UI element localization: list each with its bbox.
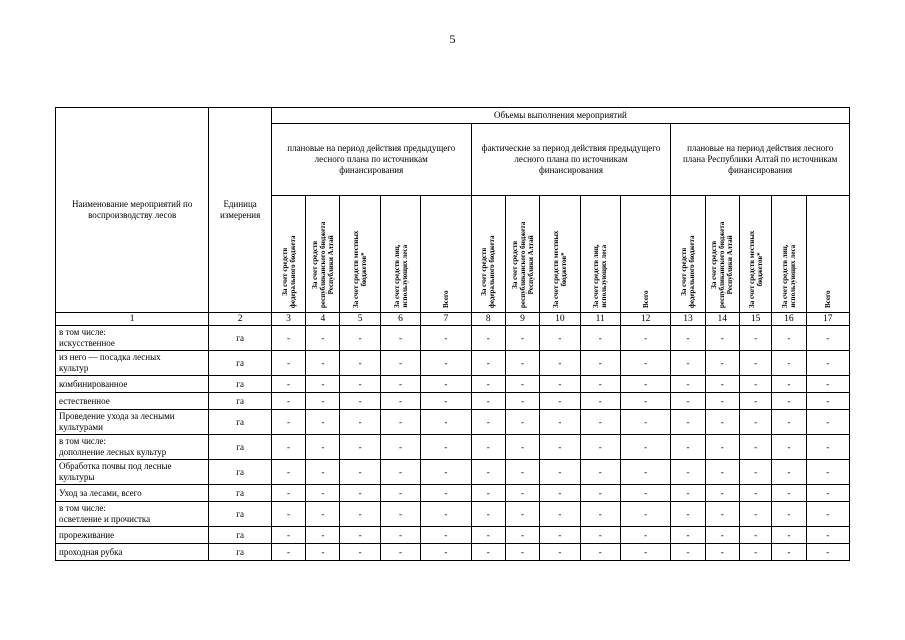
value-cell: - <box>271 544 305 561</box>
subheader-line: За счет средств <box>480 247 489 296</box>
table-row <box>56 435 850 460</box>
value-cell: - <box>580 435 620 460</box>
subheader-federal-g3 <box>671 196 705 313</box>
value-cell: - <box>806 393 850 410</box>
value-cell: - <box>471 376 505 393</box>
subheader-line: Республики Алтай <box>326 235 335 295</box>
value-cell: - <box>772 435 806 460</box>
unit-cell: га <box>209 435 272 460</box>
column-number: 17 <box>806 313 850 326</box>
unit-cell: га <box>209 351 272 376</box>
value-cell: - <box>340 410 380 435</box>
subheader-line: Всего <box>441 290 450 308</box>
unit-cell: га <box>209 460 272 485</box>
value-cell: - <box>306 351 340 376</box>
subheader-total-g1 <box>421 196 471 313</box>
subheader-republic-g3 <box>705 196 739 313</box>
header-group-actual-previous: фактические за период действия предыдущего лесного плана по источникам финансирования <box>471 124 671 196</box>
subheader-users-g3 <box>772 196 806 313</box>
value-cell: - <box>471 326 505 351</box>
page-number: 5 <box>449 32 456 46</box>
value-cell: - <box>620 544 670 561</box>
value-cell: - <box>505 351 539 376</box>
value-cell: - <box>306 502 340 527</box>
value-cell: - <box>671 485 705 502</box>
value-cell: - <box>380 502 420 527</box>
value-cell: - <box>340 460 380 485</box>
value-cell: - <box>671 527 705 544</box>
value-cell: - <box>505 326 539 351</box>
subheader-line: бюджетов* <box>755 252 764 287</box>
header-unit-col: Единица измерения <box>209 108 272 313</box>
value-cell: - <box>580 393 620 410</box>
value-cell: - <box>421 326 471 351</box>
value-cell: - <box>271 393 305 410</box>
value-cell: - <box>306 376 340 393</box>
subheader-line: За счет средств местных <box>352 230 361 308</box>
unit-cell: га <box>209 544 272 561</box>
value-cell: - <box>471 527 505 544</box>
value-cell: - <box>540 435 580 460</box>
value-cell: - <box>471 460 505 485</box>
value-cell: - <box>705 326 739 351</box>
value-cell: - <box>306 410 340 435</box>
subheader-line: республиканского бюджета <box>318 221 327 308</box>
subheader-total-g2 <box>620 196 670 313</box>
value-cell: - <box>505 460 539 485</box>
value-cell: - <box>671 502 705 527</box>
value-cell: - <box>306 485 340 502</box>
value-cell: - <box>540 410 580 435</box>
value-cell: - <box>772 326 806 351</box>
activity-name-line: в том числе: <box>59 436 106 446</box>
subheader-republic-g1 <box>306 196 340 313</box>
subheader-line: Республики Алтай <box>726 235 735 295</box>
subheader-line: За счет средств местных <box>551 230 560 308</box>
value-cell: - <box>806 527 850 544</box>
activity-name-line: дополнение лесных культур <box>59 447 167 457</box>
value-cell: - <box>620 502 670 527</box>
value-cell: - <box>620 393 670 410</box>
activity-name-line: культур <box>59 363 89 373</box>
unit-cell: га <box>209 485 272 502</box>
subheader-line: За счет средств <box>280 247 289 296</box>
header-name-col: Наименование мероприятий по воспроизводству лесов <box>56 108 209 313</box>
value-cell: - <box>340 527 380 544</box>
table-row <box>56 376 850 393</box>
column-number: 13 <box>671 313 705 326</box>
unit-cell: га <box>209 376 272 393</box>
value-cell: - <box>620 410 670 435</box>
activity-name-line: культурами <box>59 422 103 432</box>
value-cell: - <box>540 485 580 502</box>
column-number: 2 <box>209 313 272 326</box>
value-cell: - <box>271 376 305 393</box>
table-row <box>56 326 850 351</box>
subheader-republic-g2 <box>505 196 539 313</box>
column-number: 3 <box>271 313 305 326</box>
value-cell: - <box>271 460 305 485</box>
value-cell: - <box>421 527 471 544</box>
activity-name-line: Уход за лесами, всего <box>59 487 142 498</box>
value-cell: - <box>705 527 739 544</box>
value-cell: - <box>580 485 620 502</box>
subheader-line: За счет средств лиц, <box>592 244 601 308</box>
subheader-line: использующих леса <box>600 244 609 308</box>
value-cell: - <box>540 393 580 410</box>
unit-cell: га <box>209 393 272 410</box>
value-cell: - <box>772 393 806 410</box>
value-cell: - <box>806 376 850 393</box>
value-cell: - <box>421 502 471 527</box>
column-number: 5 <box>340 313 380 326</box>
value-cell: - <box>340 435 380 460</box>
value-cell: - <box>580 544 620 561</box>
subheader-line: бюджетов* <box>559 252 568 287</box>
value-cell: - <box>620 351 670 376</box>
value-cell: - <box>772 376 806 393</box>
activity-name <box>56 502 209 527</box>
activity-name <box>56 376 209 393</box>
subheader-line: использующих леса <box>400 244 409 308</box>
activity-name-line: искусственное <box>59 338 115 348</box>
subheader-line: федерального бюджета <box>488 235 497 308</box>
value-cell: - <box>380 460 420 485</box>
value-cell: - <box>620 460 670 485</box>
value-cell: - <box>505 410 539 435</box>
value-cell: - <box>671 376 705 393</box>
value-cell: - <box>540 351 580 376</box>
subheader-federal-g2 <box>471 196 505 313</box>
value-cell: - <box>306 460 340 485</box>
value-cell: - <box>580 376 620 393</box>
value-cell: - <box>421 460 471 485</box>
activity-name <box>56 410 209 435</box>
value-cell: - <box>271 435 305 460</box>
value-cell: - <box>540 376 580 393</box>
value-cell: - <box>306 435 340 460</box>
value-cell: - <box>380 393 420 410</box>
value-cell: - <box>505 435 539 460</box>
subheader-line: За счет средств местных <box>747 230 756 308</box>
activity-name-line: естественное <box>59 395 110 406</box>
value-cell: - <box>739 502 771 527</box>
value-cell: - <box>306 326 340 351</box>
subheader-line: федерального бюджета <box>288 235 297 308</box>
unit-cell: га <box>209 410 272 435</box>
subheader-line: федерального бюджета <box>687 235 696 308</box>
value-cell: - <box>671 326 705 351</box>
subheader-local-g1 <box>340 196 380 313</box>
value-cell: - <box>421 393 471 410</box>
activity-name <box>56 435 209 460</box>
value-cell: - <box>471 410 505 435</box>
value-cell: - <box>705 351 739 376</box>
value-cell: - <box>540 527 580 544</box>
value-cell: - <box>580 527 620 544</box>
value-cell: - <box>772 527 806 544</box>
value-cell: - <box>380 544 420 561</box>
table-row <box>56 544 850 561</box>
value-cell: - <box>739 544 771 561</box>
value-cell: - <box>671 410 705 435</box>
value-cell: - <box>806 351 850 376</box>
value-cell: - <box>671 435 705 460</box>
value-cell: - <box>540 502 580 527</box>
column-number: 15 <box>739 313 771 326</box>
value-cell: - <box>620 435 670 460</box>
value-cell: - <box>772 460 806 485</box>
subheader-line: За счет средств <box>679 247 688 296</box>
value-cell: - <box>705 376 739 393</box>
activity-name <box>56 393 209 410</box>
value-cell: - <box>340 376 380 393</box>
subheader-line: За счет средств лиц, <box>392 244 401 308</box>
value-cell: - <box>806 435 850 460</box>
activity-name <box>56 485 209 502</box>
value-cell: - <box>271 527 305 544</box>
value-cell: - <box>471 393 505 410</box>
column-number: 8 <box>471 313 505 326</box>
value-cell: - <box>271 410 305 435</box>
value-cell: - <box>739 435 771 460</box>
subheader-line: За счет средств лиц, <box>780 244 789 308</box>
value-cell: - <box>705 460 739 485</box>
value-cell: - <box>580 351 620 376</box>
value-cell: - <box>580 326 620 351</box>
table-row <box>56 527 850 544</box>
value-cell: - <box>806 460 850 485</box>
value-cell: - <box>421 544 471 561</box>
subheader-line: использующих леса <box>788 244 797 308</box>
column-number: 14 <box>705 313 739 326</box>
value-cell: - <box>772 351 806 376</box>
unit-cell: га <box>209 527 272 544</box>
value-cell: - <box>806 326 850 351</box>
activity-name <box>56 326 209 351</box>
value-cell: - <box>739 527 771 544</box>
value-cell: - <box>340 351 380 376</box>
subheader-line: За счет средств <box>510 240 519 289</box>
value-cell: - <box>471 502 505 527</box>
value-cell: - <box>271 326 305 351</box>
value-cell: - <box>380 435 420 460</box>
unit-cell: га <box>209 326 272 351</box>
value-cell: - <box>306 527 340 544</box>
value-cell: - <box>580 502 620 527</box>
value-cell: - <box>380 485 420 502</box>
value-cell: - <box>505 527 539 544</box>
value-cell: - <box>471 351 505 376</box>
value-cell: - <box>380 326 420 351</box>
value-cell: - <box>739 410 771 435</box>
value-cell: - <box>620 376 670 393</box>
value-cell: - <box>580 460 620 485</box>
value-cell: - <box>306 544 340 561</box>
value-cell: - <box>505 393 539 410</box>
value-cell: - <box>505 502 539 527</box>
value-cell: - <box>772 410 806 435</box>
table-row <box>56 410 850 435</box>
value-cell: - <box>380 410 420 435</box>
value-cell: - <box>340 502 380 527</box>
activity-name-line: прореживание <box>59 529 115 540</box>
value-cell: - <box>705 435 739 460</box>
column-number: 7 <box>421 313 471 326</box>
value-cell: - <box>772 544 806 561</box>
activity-name <box>56 544 209 561</box>
value-cell: - <box>540 326 580 351</box>
value-cell: - <box>620 485 670 502</box>
value-cell: - <box>671 460 705 485</box>
subheader-total-g3 <box>806 196 850 313</box>
value-cell: - <box>540 460 580 485</box>
activity-name <box>56 351 209 376</box>
value-cell: - <box>739 485 771 502</box>
activity-name-line: в том числе: <box>59 327 106 337</box>
value-cell: - <box>540 544 580 561</box>
value-cell: - <box>471 544 505 561</box>
subheader-users-g2 <box>580 196 620 313</box>
value-cell: - <box>671 544 705 561</box>
table-row <box>56 502 850 527</box>
activity-name-line: в том числе: <box>59 503 106 513</box>
value-cell: - <box>739 351 771 376</box>
table-row <box>56 393 850 410</box>
activity-name-line: из него — посадка лесных <box>59 352 161 362</box>
column-number: 12 <box>620 313 670 326</box>
value-cell: - <box>671 393 705 410</box>
value-cell: - <box>271 351 305 376</box>
value-cell: - <box>421 351 471 376</box>
value-cell: - <box>806 544 850 561</box>
value-cell: - <box>340 485 380 502</box>
value-cell: - <box>620 326 670 351</box>
forest-reproduction-table <box>55 107 850 561</box>
value-cell: - <box>505 485 539 502</box>
subheader-line: За счет средств <box>310 240 319 289</box>
value-cell: - <box>271 502 305 527</box>
value-cell: - <box>739 460 771 485</box>
value-cell: - <box>772 502 806 527</box>
subheader-federal-g1 <box>271 196 305 313</box>
value-cell: - <box>671 351 705 376</box>
value-cell: - <box>739 393 771 410</box>
table-row <box>56 351 850 376</box>
subheader-users-g1 <box>380 196 420 313</box>
value-cell: - <box>705 410 739 435</box>
value-cell: - <box>380 376 420 393</box>
value-cell: - <box>471 435 505 460</box>
activity-name <box>56 460 209 485</box>
value-cell: - <box>271 485 305 502</box>
header-group-planned-current: плановые на период действия лесного плана Республики Алтай по источникам финансирования <box>671 124 850 196</box>
value-cell: - <box>380 527 420 544</box>
header-group-planned-previous: плановые на период действия предыдущего лесного плана по источникам финансирования <box>271 124 471 196</box>
value-cell: - <box>340 326 380 351</box>
value-cell: - <box>421 410 471 435</box>
value-cell: - <box>739 326 771 351</box>
header-volumes: Объемы выполнения мероприятий <box>271 108 849 124</box>
value-cell: - <box>471 485 505 502</box>
value-cell: - <box>421 376 471 393</box>
subheader-line: За счет средств <box>710 240 719 289</box>
value-cell: - <box>806 410 850 435</box>
value-cell: - <box>705 485 739 502</box>
table-row <box>56 485 850 502</box>
value-cell: - <box>620 527 670 544</box>
activity-name-line: Проведение ухода за лесными <box>59 411 175 421</box>
column-number: 6 <box>380 313 420 326</box>
value-cell: - <box>580 410 620 435</box>
activity-name-line: культуры <box>59 472 95 482</box>
activity-name <box>56 527 209 544</box>
value-cell: - <box>772 485 806 502</box>
column-number: 9 <box>505 313 539 326</box>
value-cell: - <box>306 393 340 410</box>
subheader-local-g3 <box>739 196 771 313</box>
value-cell: - <box>340 393 380 410</box>
activity-name-line: проходная рубка <box>59 546 123 557</box>
value-cell: - <box>806 485 850 502</box>
subheader-line: республиканского бюджета <box>518 221 527 308</box>
value-cell: - <box>380 351 420 376</box>
value-cell: - <box>806 502 850 527</box>
column-number: 4 <box>306 313 340 326</box>
subheader-line: Республики Алтай <box>526 235 535 295</box>
column-number: 10 <box>540 313 580 326</box>
subheader-line: бюджетов* <box>360 252 369 287</box>
value-cell: - <box>705 544 739 561</box>
value-cell: - <box>705 502 739 527</box>
column-number: 1 <box>56 313 209 326</box>
table-row <box>56 460 850 485</box>
unit-cell: га <box>209 502 272 527</box>
column-number: 11 <box>580 313 620 326</box>
subheader-line: Всего <box>823 290 832 308</box>
column-number: 16 <box>772 313 806 326</box>
value-cell: - <box>421 485 471 502</box>
value-cell: - <box>705 393 739 410</box>
value-cell: - <box>421 435 471 460</box>
subheader-line: республиканского бюджета <box>718 221 727 308</box>
activity-name-line: осветление и прочистка <box>59 514 151 524</box>
activity-name-line: комбинированное <box>59 378 128 389</box>
activity-name-line: Обработка почвы под лесные <box>59 461 172 471</box>
subheader-line: Всего <box>641 290 650 308</box>
value-cell: - <box>340 544 380 561</box>
value-cell: - <box>505 544 539 561</box>
value-cell: - <box>739 376 771 393</box>
value-cell: - <box>505 376 539 393</box>
subheader-local-g2 <box>540 196 580 313</box>
